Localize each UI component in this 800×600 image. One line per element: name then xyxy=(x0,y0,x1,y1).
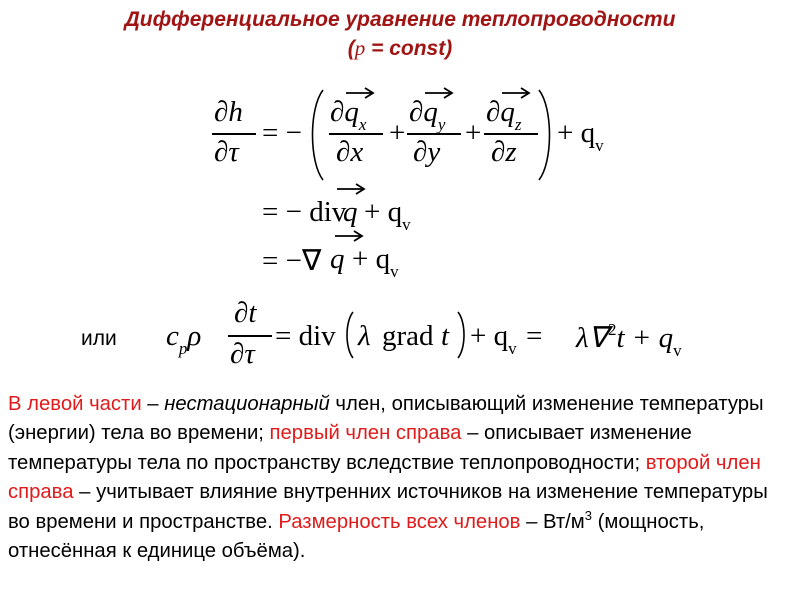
eq1-dx: ∂x xyxy=(336,136,364,168)
eq4-plus-qv xyxy=(470,320,517,358)
desc-units: – Вт/м xyxy=(520,510,585,533)
desc-left-part: В левой части xyxy=(8,393,142,415)
eq1-dqx xyxy=(330,96,367,134)
eq4-grad: grad xyxy=(382,320,434,352)
eq2-vector-arrow xyxy=(336,182,366,196)
page-title: Дифференциальное уравнение теплопроводности xyxy=(124,8,676,31)
eq1-dy: ∂y xyxy=(413,136,441,168)
eq4-qv-text: + q xyxy=(470,320,509,352)
eq1-lhs-fraction-bar xyxy=(212,133,256,135)
eq4-square: 2 xyxy=(607,320,617,339)
eq4-left-paren xyxy=(342,310,356,360)
eq4-rhs xyxy=(576,320,682,360)
eq1-frac-x-bar xyxy=(329,133,383,135)
eq1-lhs-numerator: ∂h xyxy=(214,96,243,128)
eq4-v-subscript: v xyxy=(508,339,517,358)
eq2-qv-text: + q xyxy=(364,196,403,228)
eq1-dqx-text: ∂q xyxy=(330,96,359,128)
eq2-v-subscript: v xyxy=(402,215,411,234)
desc-nonstationary: нестационарный xyxy=(164,393,330,415)
subtitle-open: ( xyxy=(347,37,355,60)
eq3-v-subscript: v xyxy=(390,262,399,281)
eq4-t-plus-q: t + q xyxy=(616,322,674,354)
eq1-qv-text: + q xyxy=(557,117,596,149)
eq3-qv-text: + q xyxy=(352,243,391,275)
eq4-t: t xyxy=(441,320,450,352)
subtitle-pressure-symbol: p xyxy=(354,36,366,60)
eq4-right-paren xyxy=(455,310,469,360)
eq1-plus-1: + xyxy=(389,117,406,149)
eq4-rho: ρ xyxy=(187,320,202,352)
eq4-dtau: ∂τ xyxy=(230,338,255,370)
eq2-q: q xyxy=(343,196,358,228)
eq1-dqy xyxy=(409,96,446,134)
eq1-y-subscript: y xyxy=(437,115,446,134)
eq1-left-paren xyxy=(305,88,327,182)
desc-text-2: – описывает изменение температуры тела по пространству вследствие теплопроводности; xyxy=(8,422,692,474)
eq1-dqy-text: ∂q xyxy=(409,96,438,128)
eq1-plus-qv xyxy=(557,117,604,155)
eq1-x-subscript: x xyxy=(358,115,367,134)
eq4-c: c xyxy=(166,320,179,352)
eq4-cp-rho xyxy=(166,320,202,358)
eq3-vector-arrow xyxy=(334,229,364,243)
eq4-rhs-v-subscript: v xyxy=(673,341,682,360)
description-paragraph xyxy=(8,390,794,566)
eq4-fraction-bar xyxy=(228,335,272,337)
desc-units-exponent: 3 xyxy=(584,507,592,523)
subtitle-const: = const) xyxy=(365,37,453,60)
eq4-p-subscript: p xyxy=(178,339,188,358)
eq4-lambda: λ xyxy=(358,320,371,352)
eq1-dz: ∂z xyxy=(491,136,517,168)
eq2-plus-qv xyxy=(364,196,411,234)
eq1-z-subscript: z xyxy=(514,115,522,134)
desc-text-1: член, описывающий изменение температуры (энергии) тела во времени; xyxy=(8,393,764,445)
eq3-plus-qv xyxy=(352,243,399,281)
eq4-dt: ∂t xyxy=(234,297,257,329)
eq1-dqz xyxy=(486,96,522,134)
eq3-q: q xyxy=(330,243,345,275)
eq1-plus-2: + xyxy=(465,117,482,149)
desc-text-3: – учитывает влияние внутренних источников на изменение температуры во времени и пространстве. xyxy=(8,481,768,533)
eq1-lhs-denominator: ∂τ xyxy=(214,136,239,168)
eq2-equals-minus-div: = − div xyxy=(262,196,347,228)
eq4-lambda-nabla: λ∇ xyxy=(576,322,608,354)
desc-first-term: первый член справа xyxy=(269,422,462,445)
eq1-frac-y-bar xyxy=(407,133,461,135)
desc-text-4: (мощность, отнесённая к единице объёма). xyxy=(8,510,705,563)
page-subtitle xyxy=(0,36,800,61)
desc-second-term: второй член справа xyxy=(8,451,761,504)
eq3-equals-minus-nabla: = −∇ xyxy=(262,245,322,277)
desc-dimension: Размерность всех членов xyxy=(278,510,521,533)
eq4-equals: = xyxy=(526,320,543,352)
desc-dash-1: – xyxy=(141,393,165,415)
eq1-frac-z-bar xyxy=(484,133,538,135)
or-label: или xyxy=(81,327,117,350)
eq1-dqz-text: ∂q xyxy=(486,96,515,128)
eq1-right-paren xyxy=(535,88,557,182)
eq1-v-subscript: v xyxy=(595,136,604,155)
eq4-equals-div: = div xyxy=(275,320,336,352)
eq1-equals-minus: = − xyxy=(262,117,302,149)
